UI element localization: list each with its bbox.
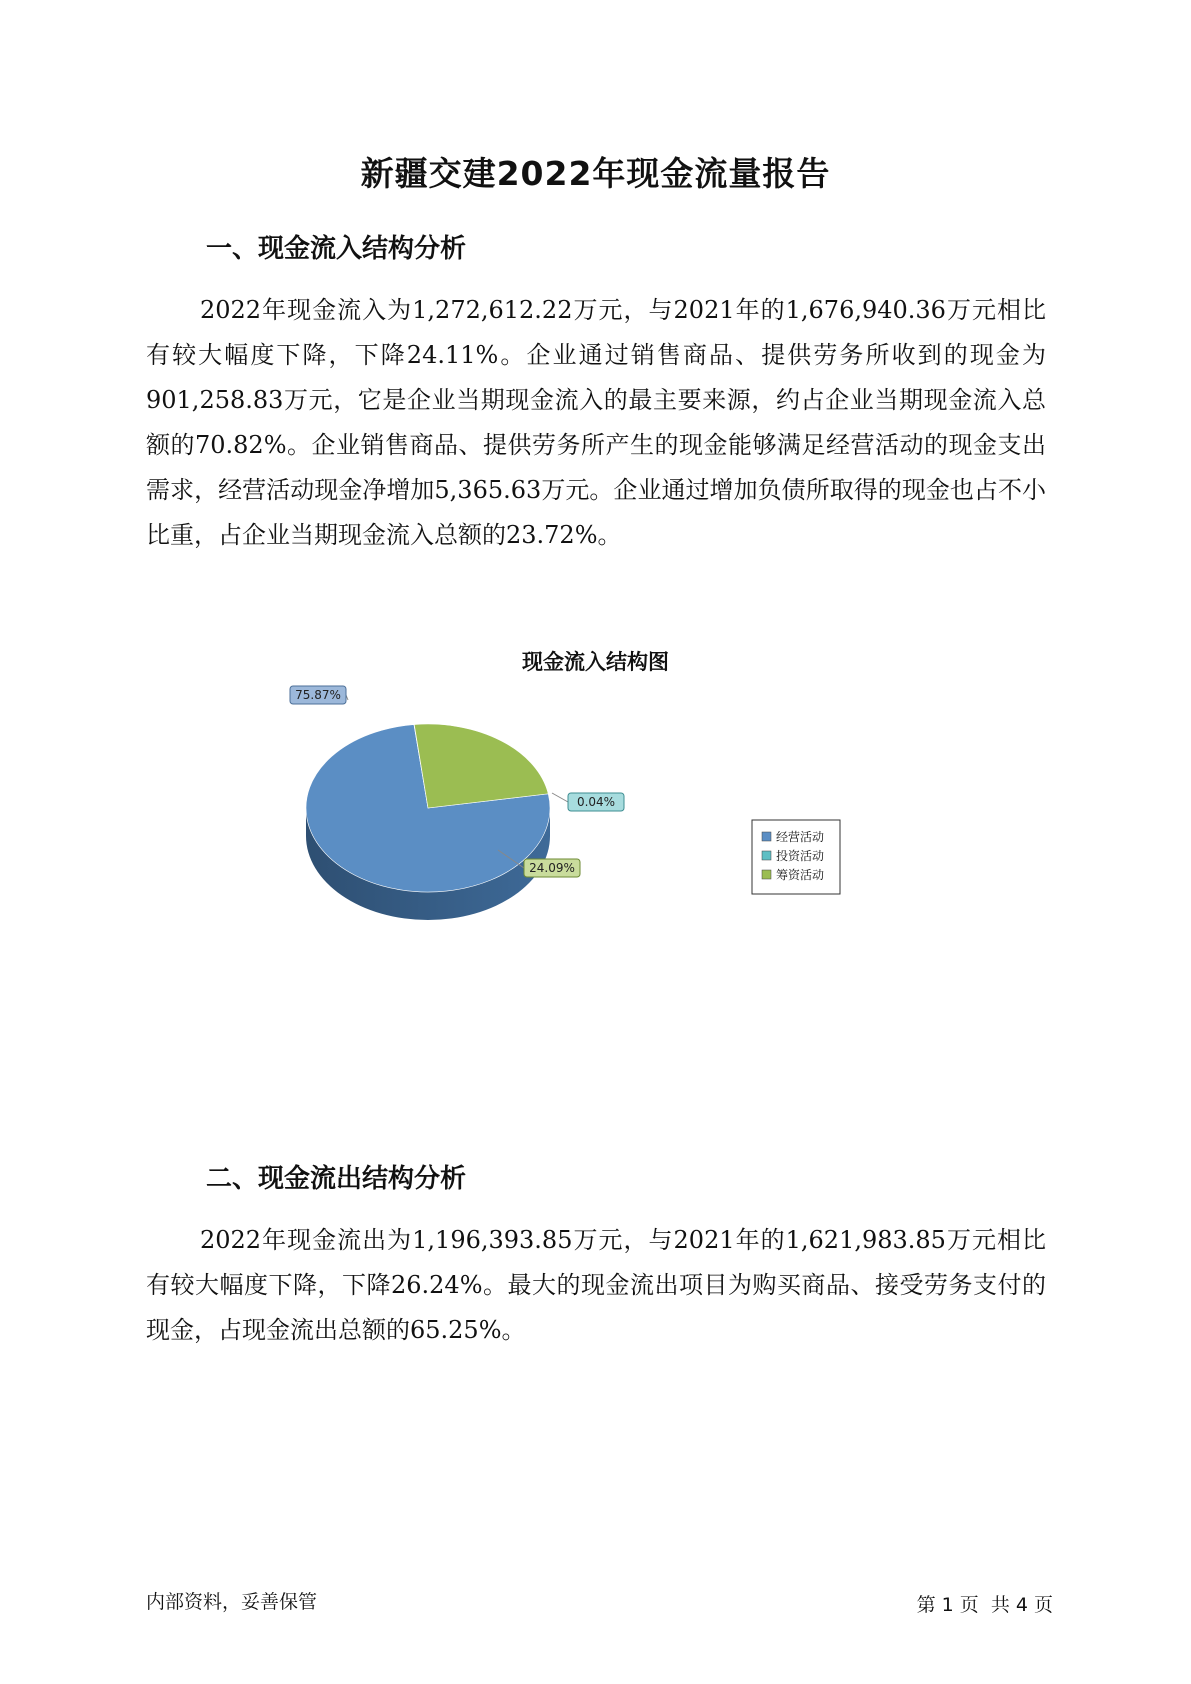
outflow-paragraph: 2022年现金流出为1,196,393.85万元，与2021年的1,621,983.85万元相比有较大幅度下降，下降26.24%。最大的现金流出项目为购买商品、接受劳务支付的现金，占现金流出总额的65.25%。 [146,1226,1046,1344]
pie-slice-筹资活动 [414,724,548,808]
pie-label-经营活动: 75.87% [295,688,341,702]
legend-swatch-经营活动 [762,832,771,841]
legend-label-经营活动: 经营活动 [776,830,825,844]
pie-label-投资活动: 0.04% [576,795,616,809]
section-heading-outflow: 二、现金流出结构分析 [206,1164,467,1194]
inflow-paragraph: 2022年现金流入为1,272,612.22万元，与2021年的1,676,940.36万元相比有较大幅度下降，下降24.11%。企业通过销售商品、提供劳务所收到的现金为901,258.83万元，它是企业当期现金流入的最主要来源，约占企业当期现金流入总额的70.82%。企业销售商品、提供劳务所产生的现金能够满足经营活动的现金支出需求，经营活动现金净增加5,365.63万元。企业通过增加负债所取得的现金也占不小比重，占企业当期现金流入总额的23.72%。 [146,296,1046,549]
section-heading-inflow: 一、现金流入结构分析 [206,234,467,264]
legend-label-筹资活动: 筹资活动 [776,868,825,882]
pie-label-筹资活动: 24.09% [529,861,575,875]
footer-page-number: 第 1 页 共 4 页 [916,1594,1053,1616]
chart-title: 现金流入结构图 [522,650,669,674]
page-title: 新疆交建2022年现金流量报告 [360,154,831,193]
footer-confidential-note: 内部资料，妥善保管 [146,1591,318,1613]
legend-swatch-投资活动 [762,851,771,860]
legend-swatch-筹资活动 [762,870,771,879]
cash-inflow-pie-chart [240,688,880,960]
legend-label-投资活动: 投资活动 [776,849,825,863]
